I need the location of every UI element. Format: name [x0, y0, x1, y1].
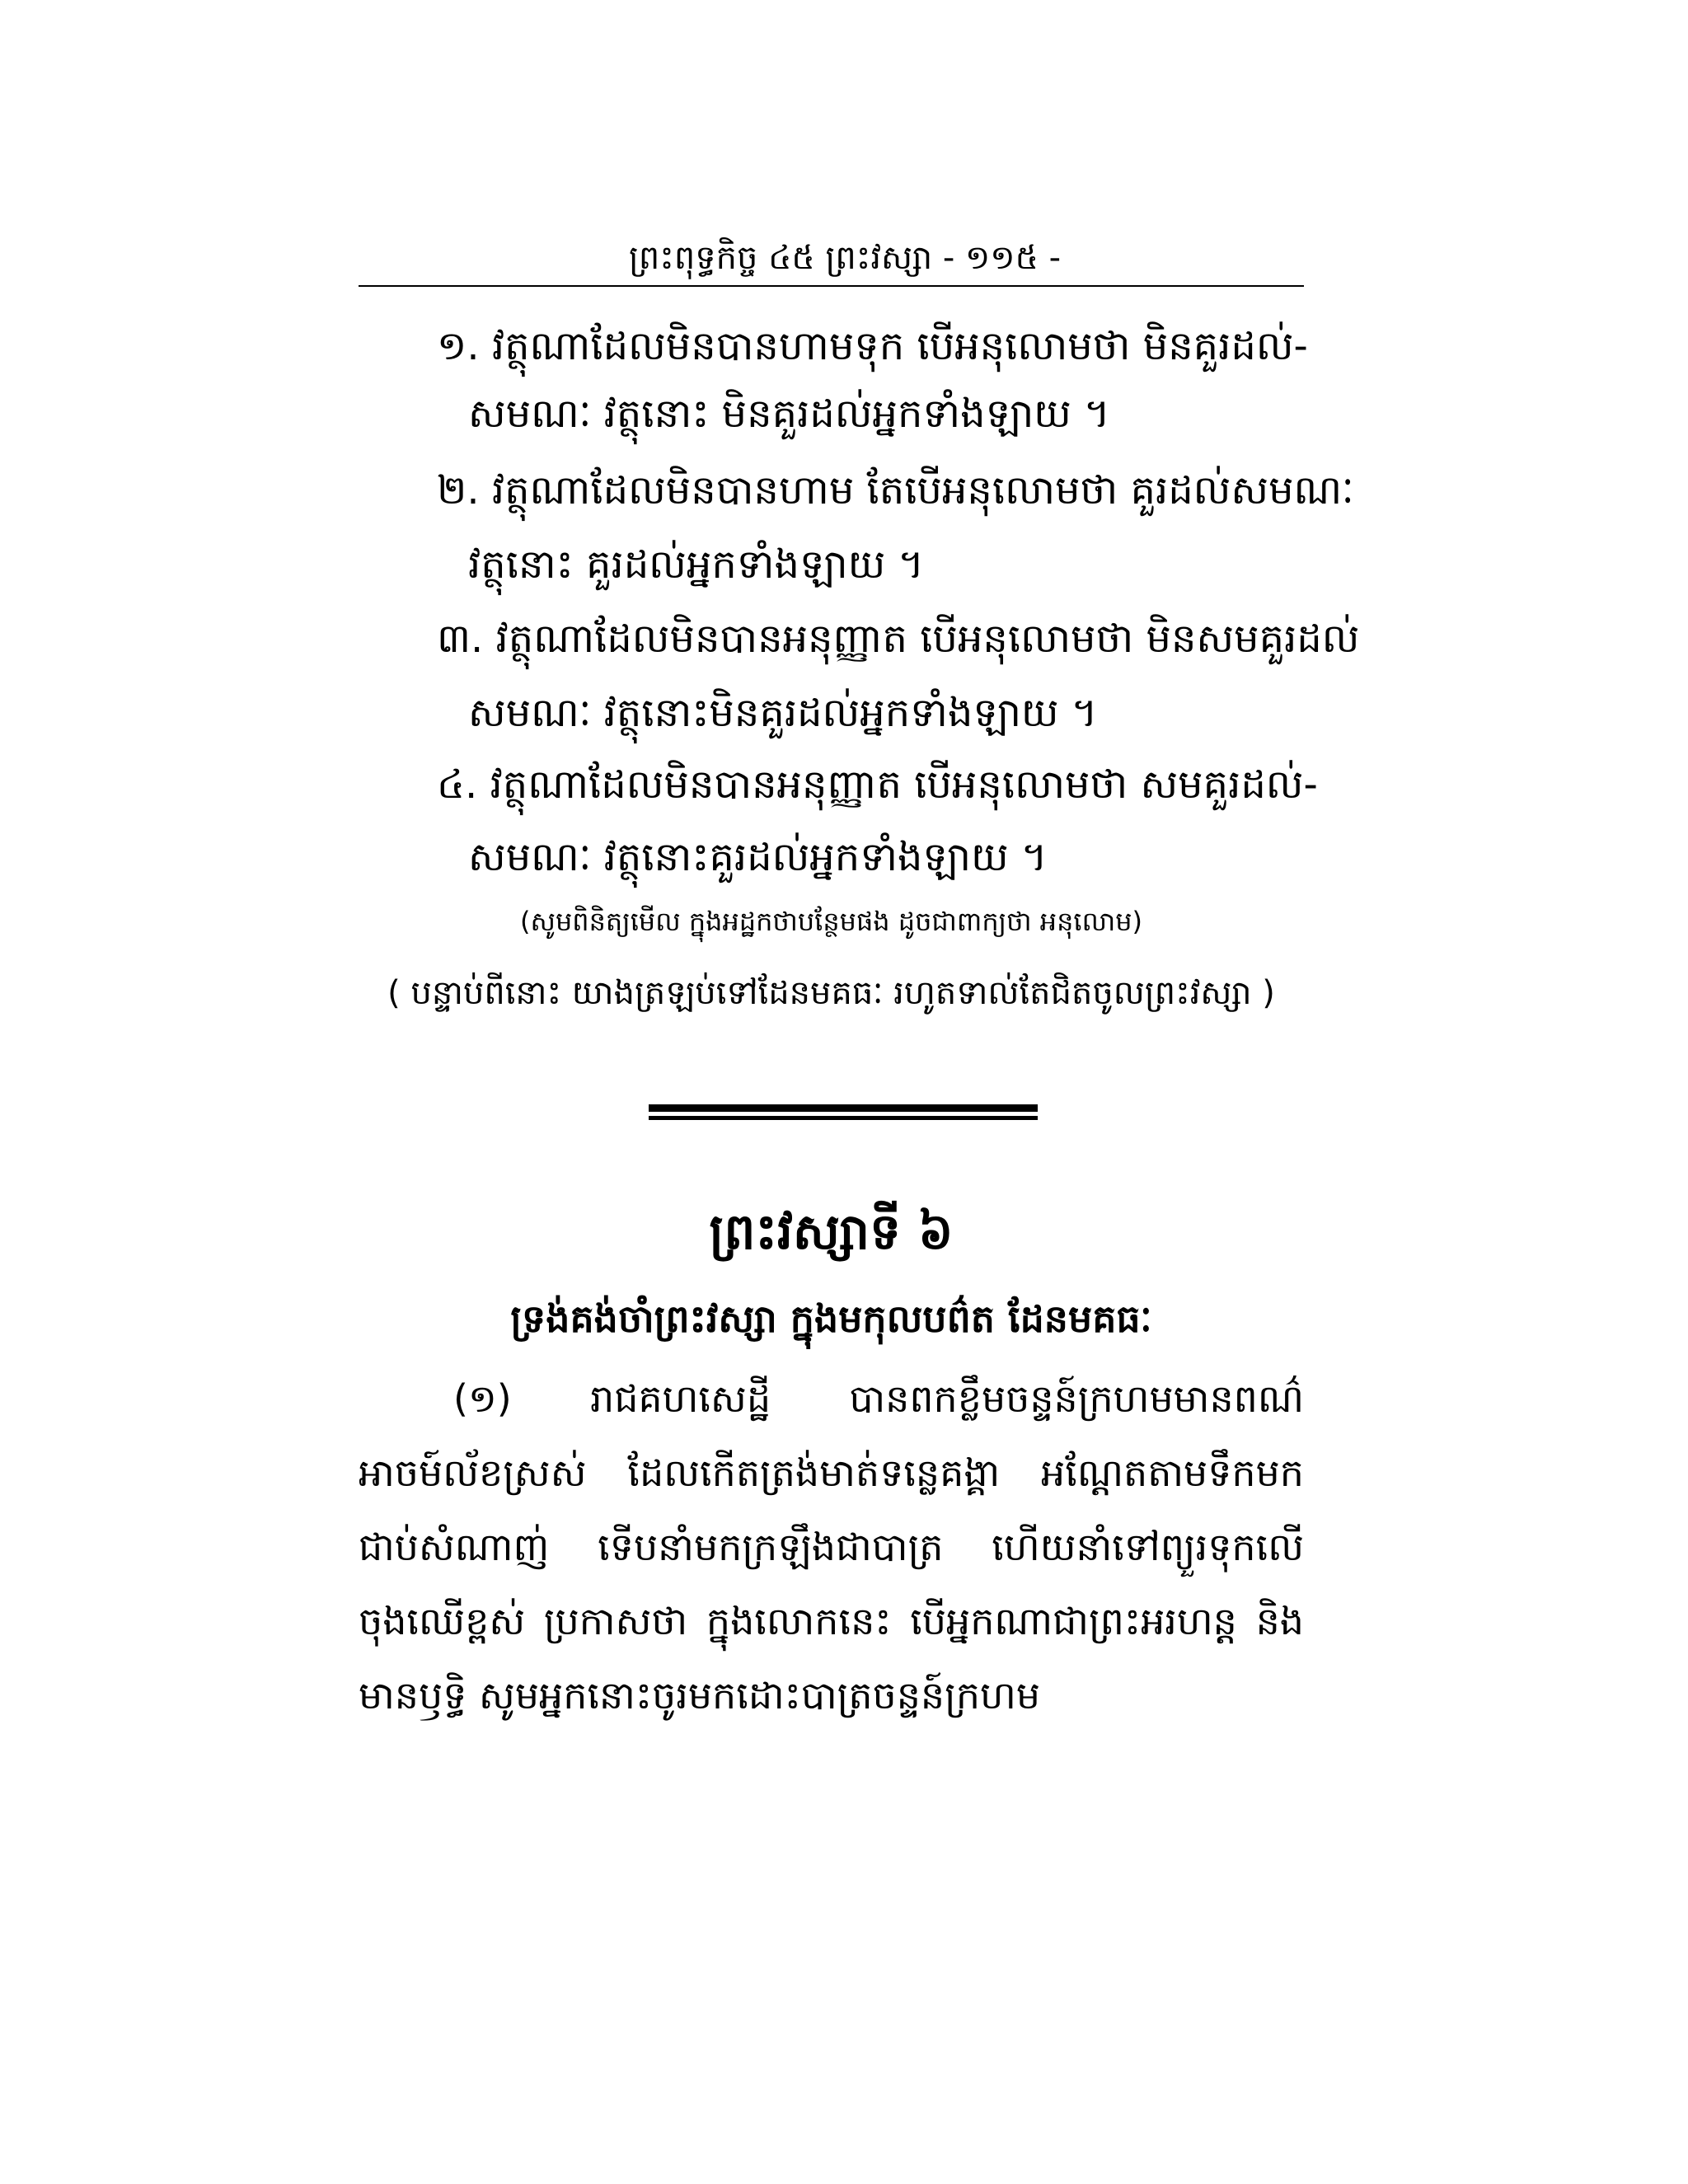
reference-note: (សូមពិនិត្យមើល ក្នុងអដ្ឋកថាបន្ថែមផង ដូចជាពាក្យថា អនុលោម) — [519, 906, 1142, 937]
list-item-1-line-2: សមណៈ វត្ថុនោះ មិនគួរដល់អ្នកទាំងឡាយ ។ — [468, 391, 1110, 437]
list-item-4-line-2: សមណៈ វត្ថុនោះគួរដល់អ្នកទាំងឡាយ ។ — [468, 834, 1048, 880]
page-header: ព្រះពុទ្ធកិច្ច ៤៥ ព្រះវស្សា - ១១៥ - — [628, 239, 1062, 277]
divider-thick-bar — [649, 1104, 1038, 1112]
chapter-title: ព្រះវស្សាទី ៦ — [709, 1203, 954, 1261]
body-paragraph: (១) រាជគហសេដ្ឋី បានពកខ្លឹមចន្ទន៍ក្រហមមានពណ៌អាចម៍ល័ខស្រស់ ដែលកើតត្រង់មាត់ទន្លេគង្គា អណ្តែតតាមទឹកមកជាប់សំណាញ់ ទើបនាំមកក្រឡឹងជាបាត្រ ហើយនាំទៅព្យួរទុកលើចុងឈើខ្ពស់ ប្រកាសថា ក្នុងលោកនេះ បើអ្នកណាជាព្រះអរហន្ត និងមានឫទ្ធិ សូមអ្នកនោះចូរមកដោះបាត្រចន្ទន៍ក្រហម — [359, 1376, 1304, 1718]
list-item-3-line-1: ៣. វត្ថុណាដែលមិនបានអនុញ្ញាត បើអនុលោមថា មិនសមគួរដល់ — [437, 616, 1360, 662]
list-item-2-line-1: ២. វត្ថុណាដែលមិនបានហាម តែបើអនុលោមថា គួរដល់សមណៈ — [437, 467, 1354, 513]
section-divider — [649, 1104, 1038, 1122]
divider-thin-bar — [649, 1116, 1038, 1120]
list-item-3-line-2: សមណៈ វត្ថុនោះមិនគួរដល់អ្នកទាំងឡាយ ។ — [468, 690, 1098, 736]
list-item-2-line-2: វត្ថុនោះ គួរដល់អ្នកទាំងឡាយ ។ — [468, 541, 925, 588]
list-item-4-line-1: ៤. វត្ថុណាដែលមិនបានអនុញ្ញាត បើអនុលោមថា សមគួរដល់- — [437, 762, 1318, 808]
header-rule — [359, 285, 1304, 287]
list-item-1-line-1: ១. វត្ថុណាដែលមិនបានហាមទុក បើអនុលោមថា មិនគួរដល់- — [437, 323, 1308, 369]
chapter-subtitle: ទ្រង់គង់ចាំព្រះវស្សា ក្នុងមកុលបព៌ត ដែនមគធៈ — [510, 1296, 1152, 1341]
transition-note: ( បន្ទាប់ពីនោះ យាងត្រឡប់ទៅដែនមគធៈ រហូតទាល់តែជិតចូលព្រះវស្សា ) — [387, 974, 1275, 1012]
